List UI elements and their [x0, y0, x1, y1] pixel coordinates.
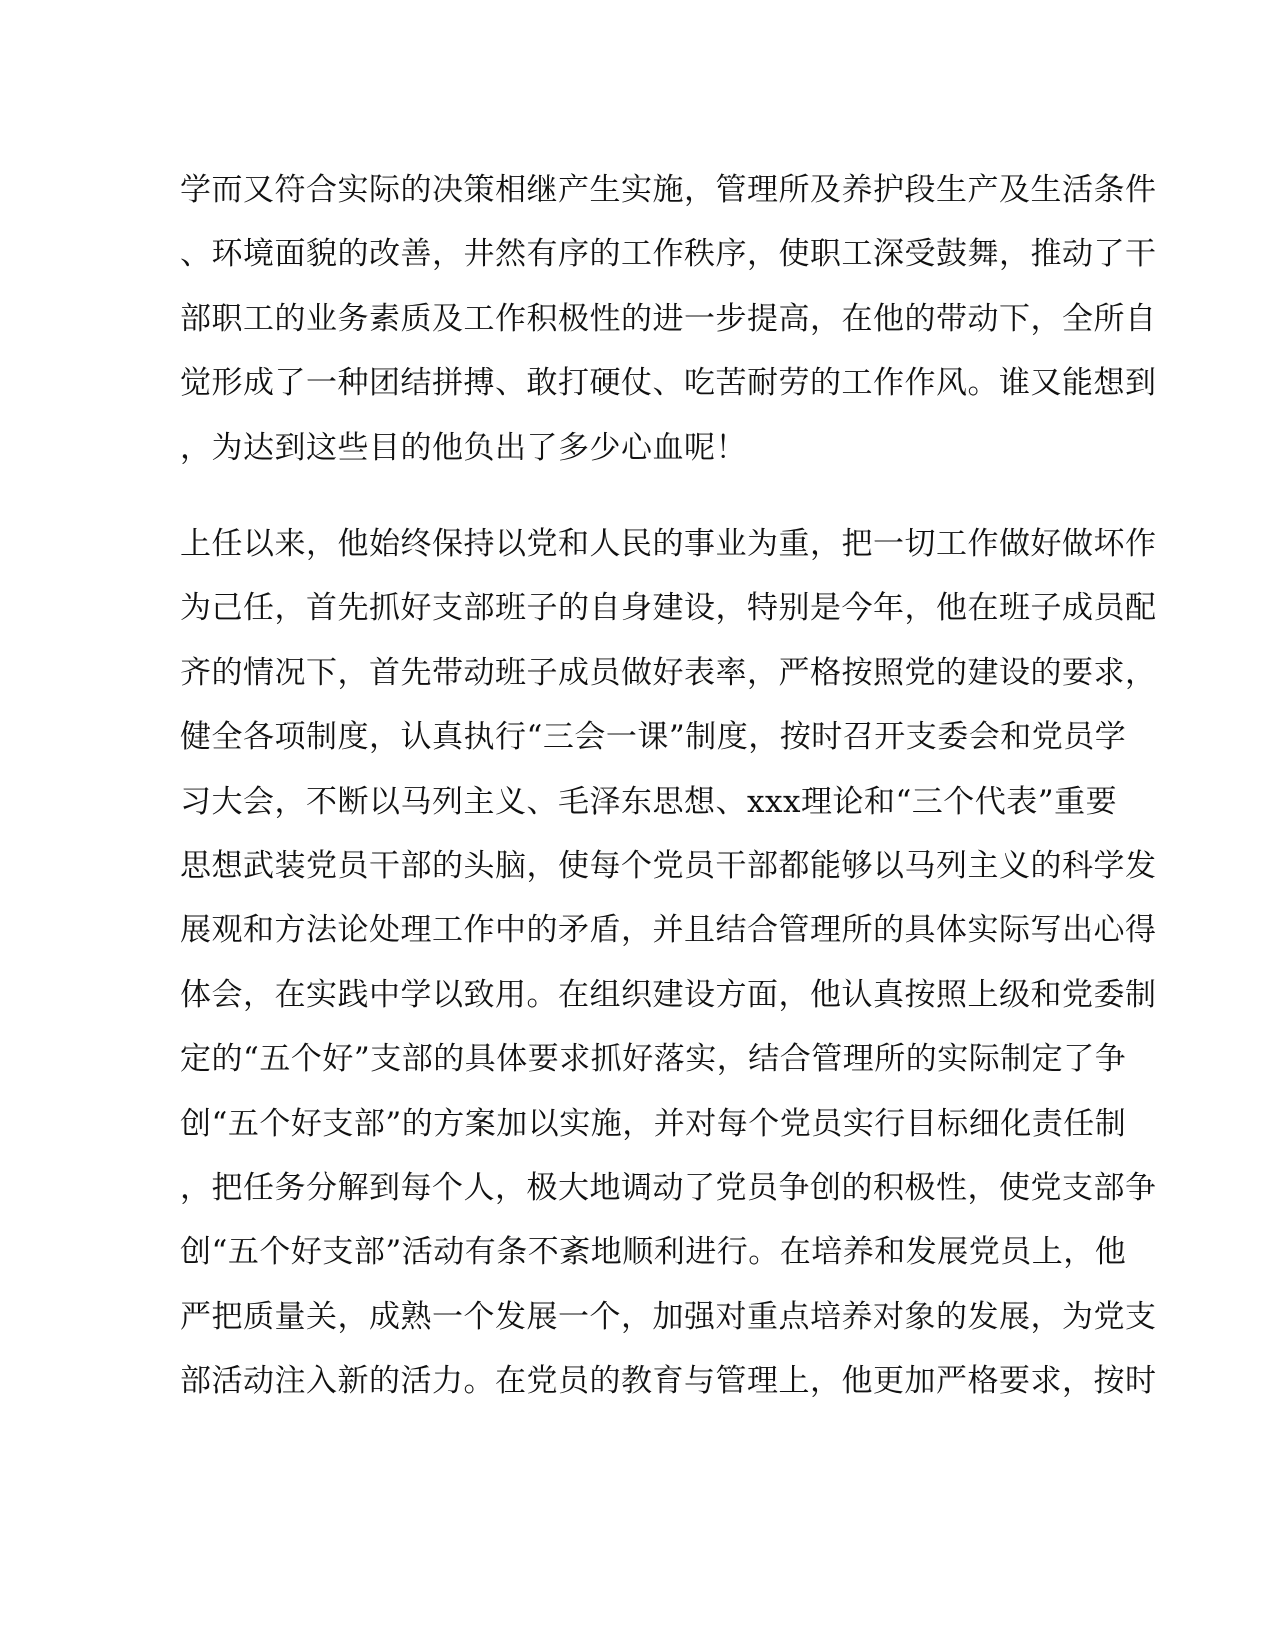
text-line: 齐的情况下，首先带动班子成员做好表率，严格按照党的建设的要求， — [180, 654, 1157, 691]
text-line: 上任以来，他始终保持以党和人民的事业为重，把一切工作做好做坏作 — [180, 526, 1157, 562]
text-line: 健全各项制度，认真执行“三会一课”制度，按时召开支委会和党员学 — [180, 719, 1127, 756]
text-line: 部职工的业务素质及工作积极性的进一步提高，在他的带动下，全所自 — [180, 300, 1157, 337]
text-line: 严把质量关，成熟一个发展一个，加强对重点培养对象的发展，为党支 — [180, 1298, 1157, 1335]
paragraph-1 — [180, 158, 1157, 480]
text-line: 觉形成了一种团结拼搏、敢打硬仗、吃苦耐劳的工作作风。谁又能想到 — [180, 365, 1157, 402]
text-line: 部活动注入新的活力。在党员的教育与管理上，他更加严格要求，按时 — [180, 1363, 1157, 1400]
text-line: 为己任，首先抓好支部班子的自身建设，特别是今年，他在班子成员配 — [180, 590, 1157, 627]
text-line: 创“五个好支部”的方案加以实施，并对每个党员实行目标细化责任制 — [180, 1105, 1127, 1142]
text-line: ，把任务分解到每个人，极大地调动了党员争创的积极性，使党支部争 — [180, 1169, 1157, 1206]
text-line: 思想武装党员干部的头脑，使每个党员干部都能够以马列主义的科学发 — [180, 847, 1157, 884]
paragraph-2 — [180, 512, 1157, 1413]
text-line: 定的“五个好”支部的具体要求抓好落实，结合管理所的实际制定了争 — [180, 1041, 1127, 1078]
text-line: 习大会，不断以马列主义、毛泽东思想、xxx理论和“三个代表”重要 — [180, 783, 1118, 820]
text-line: ，为达到这些目的他负出了多少心血呢！ — [180, 429, 747, 466]
text-line: 学而又符合实际的决策相继产生实施，管理所及养护段生产及生活条件 — [180, 172, 1157, 208]
text-line: 创“五个好支部”活动有条不紊地顺利进行。在培养和发展党员上，他 — [180, 1234, 1127, 1271]
text-line: 、环境面貌的改善，井然有序的工作秩序，使职工深受鼓舞，推动了干 — [180, 236, 1157, 273]
text-line: 展观和方法论处理工作中的矛盾，并且结合管理所的具体实际写出心得 — [180, 912, 1157, 949]
text-line: 体会，在实践中学以致用。在组织建设方面，他认真按照上级和党委制 — [180, 976, 1157, 1013]
